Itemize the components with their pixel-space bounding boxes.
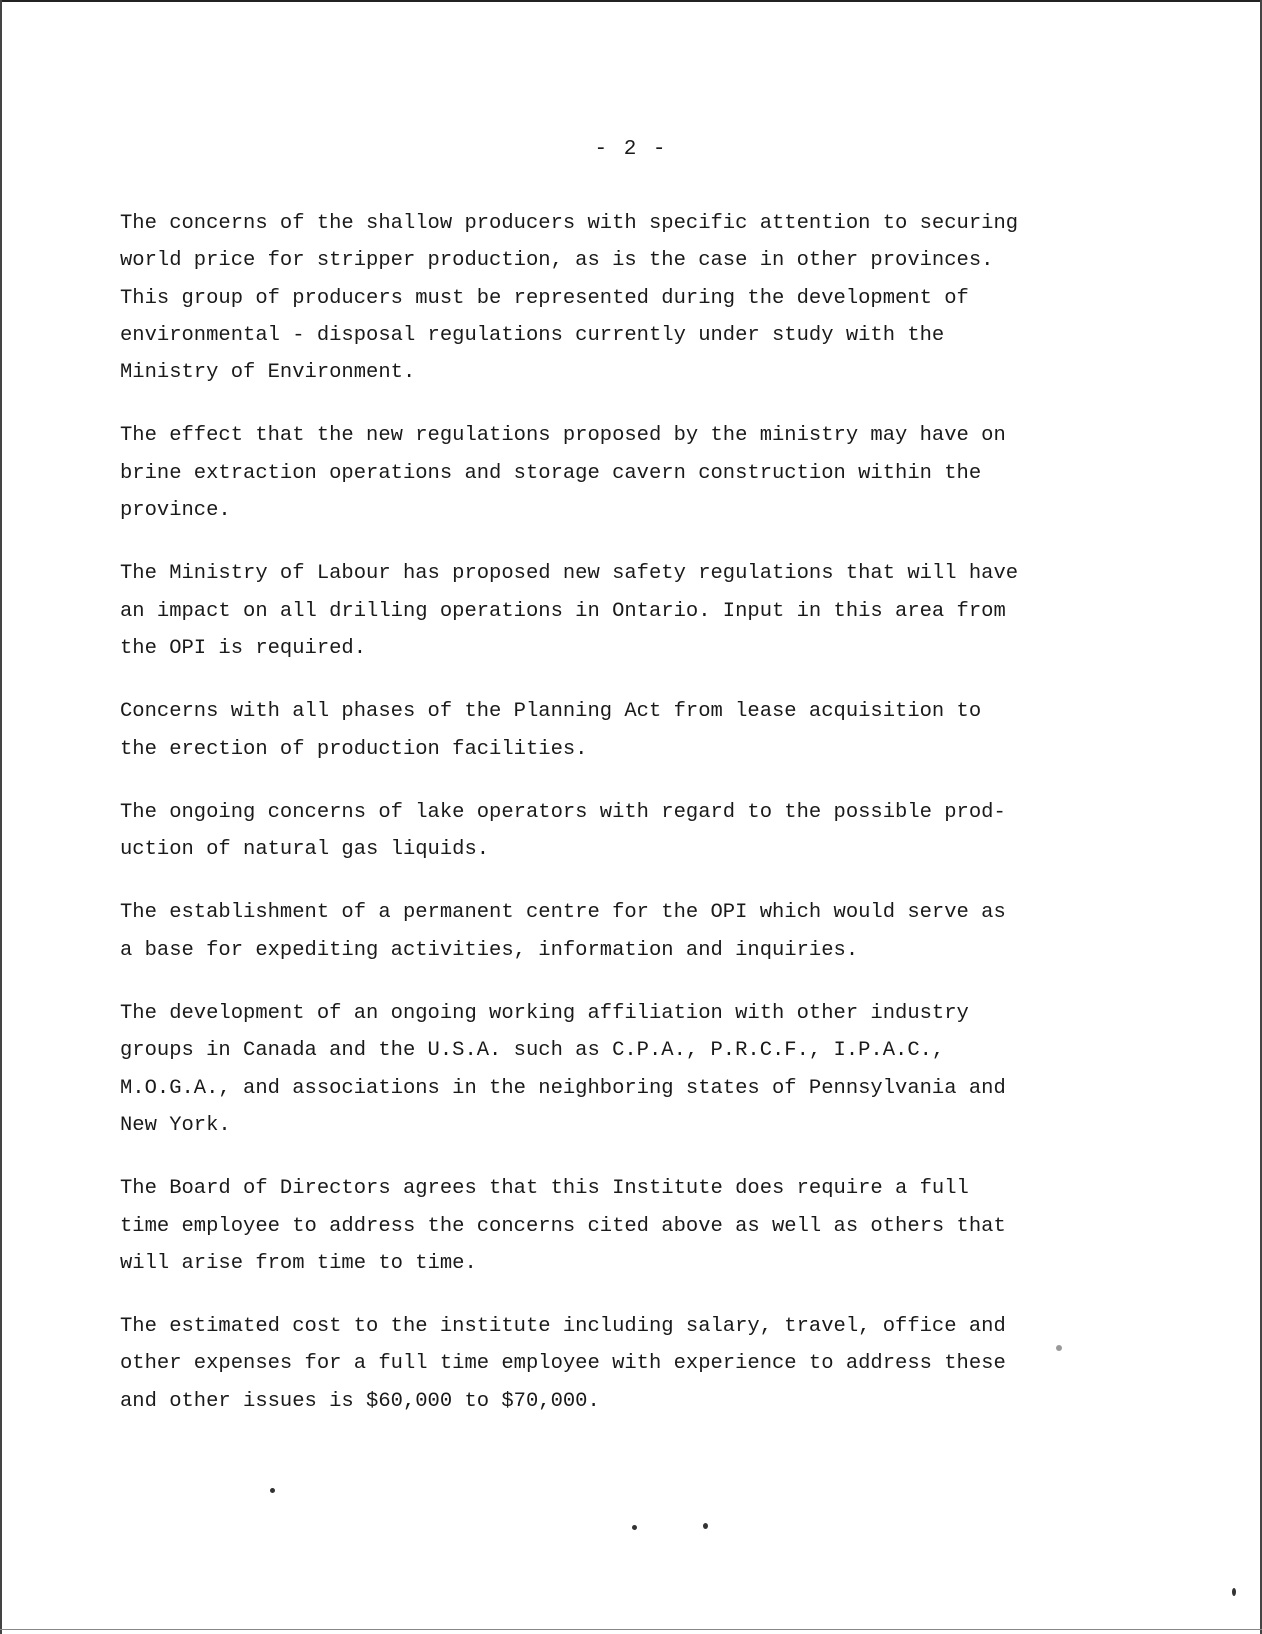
scan-speck (1232, 1588, 1236, 1596)
bottom-border (0, 1629, 1262, 1630)
paragraph-brine-extraction: The effect that the new regulations proposed by the ministry may have on brine extraction operations and storage cavern construction within the province. (120, 424, 1006, 523)
scan-speck (270, 1488, 275, 1493)
paragraph-industry-affiliation: The development of an ongoing working affiliation with other industry groups in Canada and the U.S.A. such as C.P.A., P.R.C.F., I.P.A.C., M.O.G.A., and associations in the neighboring states of Pennsylvania and New York. (120, 1002, 1006, 1137)
paragraph-estimated-cost: The estimated cost to the institute including salary, travel, office and other expenses for a full time employee with experience to address these and other issues is $60,000 to $70,000. (120, 1315, 1006, 1413)
scan-speck (703, 1523, 708, 1529)
paragraph-permanent-centre: The establishment of a permanent centre for the OPI which would serve as a base for expediting activities, information and inquiries. (120, 901, 1006, 962)
top-border (0, 0, 1262, 2)
page-number: - 2 - (594, 138, 668, 161)
document-body (120, 205, 1040, 1446)
paragraph-planning-act: Concerns with all phases of the Planning Act from lease acquisition to the erection of production facilities. (120, 700, 982, 761)
left-border (0, 0, 2, 1634)
paragraph-board-of-directors: The Board of Directors agrees that this Institute does require a full time employee to address the concerns cited above as well as others that will arise from time to time. (120, 1177, 1006, 1275)
paragraph-ministry-of-labour: The Ministry of Labour has proposed new safety regulations that will have an impact on all drilling operations in Ontario. Input in this area from the OPI is required. (120, 562, 1019, 660)
scan-speck (1056, 1345, 1062, 1351)
paragraph-shallow-producers: The concerns of the shallow producers with specific attention to securing world price for stripper production, as is the case in other provinces. This group of producers must be represented during the development of environmental - disposal regulations currently under study with the Ministry of Environment. (120, 212, 1019, 385)
paragraph-lake-operators: The ongoing concerns of lake operators with regard to the possible prod- uction of natural gas liquids. (120, 800, 1006, 862)
scan-speck (632, 1525, 637, 1530)
